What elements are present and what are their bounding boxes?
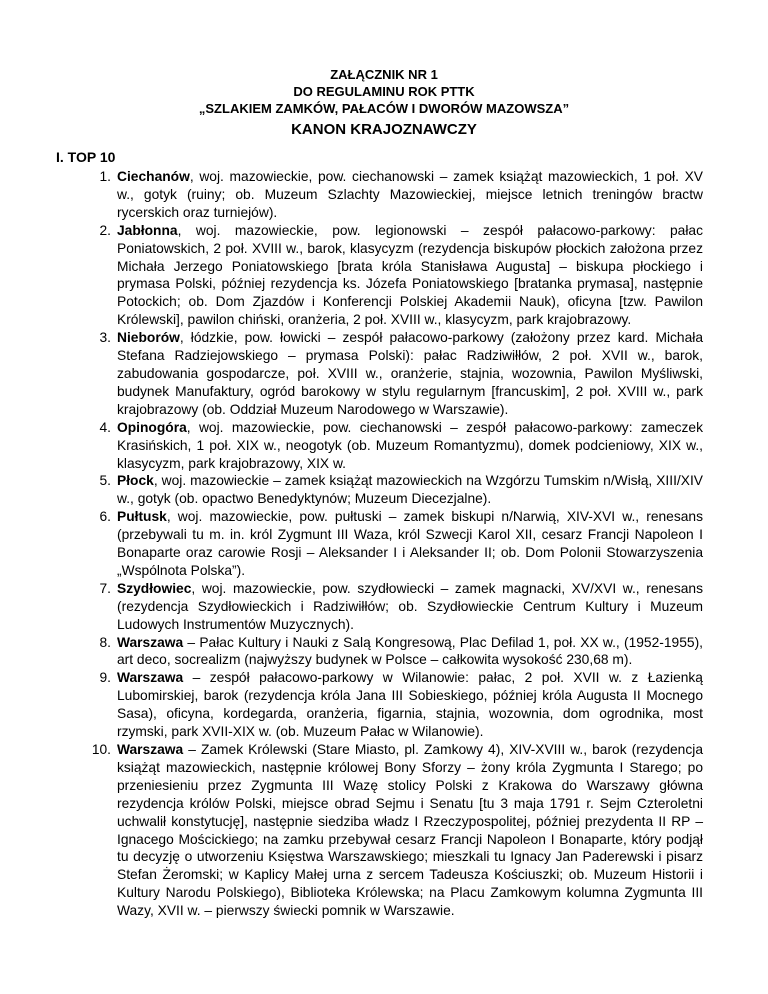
- header-line-2: DO REGULAMINU ROK PTTK: [293, 84, 475, 99]
- list-item: [0, 669, 768, 741]
- list-item: [0, 580, 768, 634]
- item-text: , woj. mazowieckie, pow. ciechanowski – zamek książąt mazowieckich, 1 poł. XV w., gotyk (ruiny; ob. Muzeum Szlachty Mazowieckiej, miejsce letnich treningów bractw rycerskich oraz turniejów).: [117, 169, 703, 220]
- header-line-3: „SZLAKIEM ZAMKÓW, PAŁACÓW I DWORÓW MAZOWSZA”: [198, 101, 570, 116]
- item-text: , woj. mazowieckie, pow. pułtuski – zamek biskupi n/Narwią, XIV-XVI w., renesans (przebywali tu m. in. król Zygmunt III Waza, król Szwecji Karol XII, cesarz Francji Napoleon I Bonaparte oraz carowie Rosji – Aleksander I i Aleksander II; ob. Dom Polonii Stowarzyszenia „Wspólnota Polska”).: [117, 509, 703, 578]
- item-text: – Pałac Kultury i Nauki z Salą Kongresową, Plac Defilad 1, poł. XX w., (1952-1955), art deco, socrealizm (najwyższy budynek w Polsce – całkowita wysokość 230,68 m).: [117, 634, 703, 668]
- item-text: , woj. mazowieckie, pow. legionowski – zespół pałacowo-parkowy: pałac Poniatowskich, 2 poł. XVIII w., barok, klasycyzm (rezydencja biskupów płockich założona przez Michała Jerzego Poniatowskiego [brata króla Stanisława Augusta] – biskupa płockiego i prymasa Polski, później rezydencja ks. Józefa Poniatowskiego [bratanka prymasa], następnie Potockich; ob. Dom Zjazdów i Konferencji Polskiej Akademii Nauk), oficyna [tzw. Pawilon Królewski], pawilon chiński, oranżeria, 2 poł. XVIII w., klasycyzm, park krajobrazowy.: [117, 222, 703, 328]
- item-number: 5.: [99, 473, 111, 489]
- item-name: Opinogóra: [117, 419, 187, 435]
- item-number: 8.: [99, 634, 111, 650]
- top10-list: [0, 168, 768, 920]
- list-item: [0, 329, 768, 419]
- item-number: 7.: [99, 580, 111, 596]
- item-name: Ciechanów: [117, 169, 190, 184]
- item-number: 4.: [99, 419, 111, 435]
- list-item: [0, 634, 768, 670]
- list-item: [0, 222, 768, 329]
- document-header: [0, 66, 768, 117]
- item-name: Szydłowiec: [117, 580, 192, 596]
- item-name: Płock: [117, 473, 154, 489]
- item-name: Pułtusk: [117, 509, 167, 525]
- item-text: , woj. mazowieckie, pow. szydłowiecki – zamek magnacki, XV/XVI w., renesans (rezydencja Szydłowieckich i Radziwiłłów; ob. Szydłowieckie Centrum Kultury i Muzeum Ludowych Instrumentów Muzycznych).: [117, 580, 703, 632]
- document-title: KANON KRAJOZNAWCZY: [291, 121, 477, 138]
- item-number: 2.: [99, 222, 111, 238]
- item-text: , woj. mazowieckie, pow. ciechanowski – zespół pałacowo-parkowy: zameczek Krasińskich, 1 poł. XIX w., neogotyk (ob. Muzeum Romantyzmu), domek podcieniowy, XIX w., klasycyzm, park krajobrazowy, XIX w.: [117, 419, 703, 471]
- list-item: [0, 168, 768, 222]
- header-line-1: ZAŁĄCZNIK NR 1: [330, 67, 438, 82]
- list-item: [0, 419, 768, 473]
- item-name: Warszawa: [117, 670, 184, 686]
- item-number: 10.: [91, 742, 111, 757]
- item-name: Nieborów: [117, 330, 180, 346]
- list-item: [0, 508, 768, 580]
- item-name: Warszawa: [117, 742, 184, 757]
- item-name: Warszawa: [117, 634, 184, 650]
- item-text: , łódzkie, pow. łowicki – zespół pałacowo-parkowy (założony przez kard. Michała Stefana Radziejowskiego – prymasa Polski): pałac Radziwiłłów, 2 poł. XVII w., barok, zabudowania gospodarcze, poł. XVIII w., oranżerie, stajnia, wozownia, Pawilon Myśliwski, budynek Manufaktury, ogród barokowy w stylu regularnym [francuskim], 2 poł. XVIII w., park krajobrazowy (ob. Oddział Muzeum Narodowego w Warszawie).: [117, 330, 703, 417]
- item-text: , woj. mazowieckie – zamek książąt mazowieckich na Wzgórzu Tumskim n/Wisłą, XIII/XIV w., gotyk (ob. opactwo Benedyktynów; Muzeum Diecezjalne).: [117, 473, 703, 507]
- item-name: Jabłonna: [117, 222, 178, 238]
- list-item: [0, 741, 768, 920]
- item-number: 9.: [99, 670, 111, 686]
- item-text: – Zamek Królewski (Stare Miasto, pl. Zamkowy 4), XIV-XVIII w., barok (rezydencja książąt mazowieckich, następnie królowej Bony Sforzy – żony króla Zygmunta I Starego; po przeniesieniu przez Zygmunta III Wazę stolicy Polski z Krakowa do Warszawy główna rezydencja królów Polski, miejsce obrad Sejmu i Senatu [tu 3 maja 1791 r. Sejm Czteroletni uchwalił konstytucję], następnie siedziba władz I Rzeczypospolitej, później prezydenta II RP – Ignacego Mościckiego; na zamku przebywał cesarz Francji Napoleon I Bonaparte, który podjął tu decyzję o utworzeniu Księstwa Warszawskiego; mieszkali tu Ignacy Jan Paderewski i pisarz Stefan Żeromski; w Kaplicy Małej urna z sercem Tadeusza Kościuszki; ob. Muzeum Historii i Kultury Narodu Polskiego), Biblioteka Królewska; na Placu Zamkowym kolumna Zygmunta III Wazy, XVII w. – pierwszy świecki pomnik w Warszawie.: [117, 742, 703, 919]
- item-number: 1.: [99, 169, 111, 184]
- list-item: [0, 472, 768, 508]
- item-number: 6.: [99, 509, 111, 525]
- item-text: – zespół pałacowo-parkowy w Wilanowie: pałac, 2 poł. XVII w. z Łazienką Lubomirskiej, barok (rezydencja króla Jana III Sobieskiego, później króla Augusta II Mocnego Sasa), oficyna, kordegarda, oranżeria, figarnia, stajnia, wozownia, dom ogrodnika, most rzymski, park XVII-XIX w. (ob. Muzeum Pałac w Wilanowie).: [117, 670, 703, 740]
- section-heading: I. TOP 10: [56, 149, 116, 165]
- item-number: 3.: [99, 330, 111, 346]
